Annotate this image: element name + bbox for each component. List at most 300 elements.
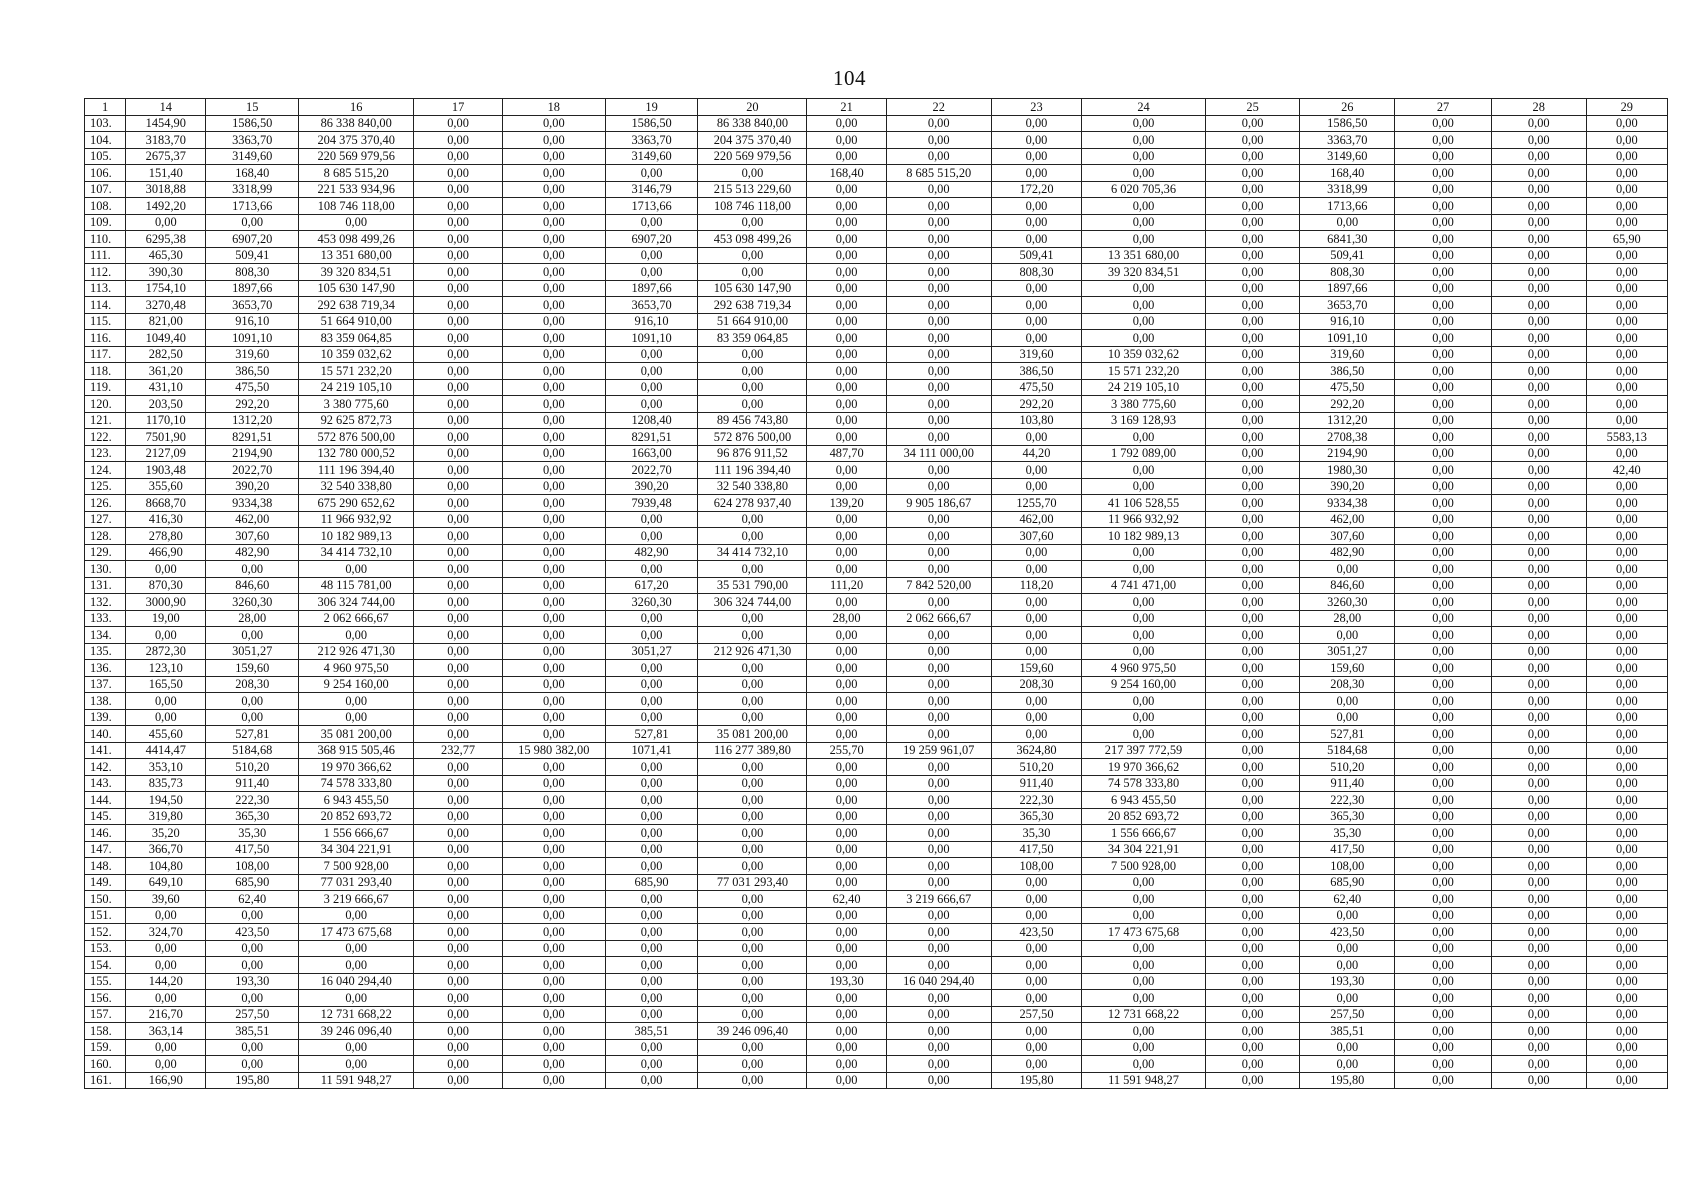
table-cell: 208,30	[991, 676, 1082, 693]
table-cell: 0,00	[1491, 478, 1586, 495]
table-row	[85, 627, 1668, 644]
table-cell: 51 664 910,00	[698, 313, 807, 330]
table-cell: 0,00	[1205, 1072, 1300, 1089]
table-cell: 0,00	[502, 759, 605, 776]
table-row	[85, 792, 1668, 809]
row-number-cell: 126.	[85, 495, 126, 512]
table-cell: 0,00	[1395, 643, 1492, 660]
table-cell: 0,00	[1205, 280, 1300, 297]
table-cell: 0,00	[1491, 825, 1586, 842]
table-cell: 0,00	[1082, 627, 1206, 644]
table-cell: 74 578 333,80	[299, 775, 414, 792]
table-cell: 0,00	[502, 940, 605, 957]
table-cell: 208,30	[206, 676, 299, 693]
table-cell: 3318,99	[1300, 181, 1395, 198]
table-cell: 9 905 186,67	[886, 495, 991, 512]
table-cell: 0,00	[1586, 165, 1667, 182]
table-cell: 0,00	[605, 808, 698, 825]
table-cell: 0,00	[414, 1006, 503, 1023]
table-cell: 35,30	[1300, 825, 1395, 842]
table-row	[85, 676, 1668, 693]
table-cell: 0,00	[807, 841, 886, 858]
table-cell: 0,00	[605, 627, 698, 644]
table-body	[85, 115, 1668, 1089]
table-cell: 0,00	[1082, 693, 1206, 710]
table-cell: 0,00	[605, 660, 698, 677]
table-cell: 0,00	[1586, 544, 1667, 561]
table-cell: 0,00	[1082, 231, 1206, 248]
table-cell: 306 324 744,00	[299, 594, 414, 611]
table-cell: 118,20	[991, 577, 1082, 594]
table-cell: 0,00	[1586, 445, 1667, 462]
table-cell: 1071,41	[605, 742, 698, 759]
table-cell: 0,00	[1395, 660, 1492, 677]
table-cell: 62,40	[807, 891, 886, 908]
table-cell: 385,51	[1300, 1023, 1395, 1040]
table-cell: 0,00	[502, 330, 605, 347]
table-cell: 0,00	[1082, 330, 1206, 347]
table-cell: 0,00	[1586, 940, 1667, 957]
table-cell: 462,00	[206, 511, 299, 528]
table-cell: 527,81	[206, 726, 299, 743]
table-cell: 3146,79	[605, 181, 698, 198]
table-cell: 0,00	[1205, 297, 1300, 314]
page-number: 104	[833, 66, 866, 90]
table-cell: 0,00	[299, 957, 414, 974]
table-cell: 212 926 471,30	[698, 643, 807, 660]
table-row	[85, 297, 1668, 314]
table-cell: 0,00	[1491, 643, 1586, 660]
table-cell: 0,00	[605, 759, 698, 776]
table-cell: 222,30	[991, 792, 1082, 809]
table-cell: 368 915 505,46	[299, 742, 414, 759]
table-cell: 0,00	[1395, 231, 1492, 248]
table-cell: 1 792 089,00	[1082, 445, 1206, 462]
table-cell: 0,00	[1300, 214, 1395, 231]
table-cell: 390,30	[126, 264, 206, 281]
table-cell: 0,00	[807, 907, 886, 924]
table-cell: 0,00	[1395, 330, 1492, 347]
table-cell: 0,00	[1395, 132, 1492, 149]
table-cell: 0,00	[1395, 759, 1492, 776]
table-cell: 3051,27	[605, 643, 698, 660]
table-cell: 0,00	[1586, 643, 1667, 660]
table-cell: 0,00	[886, 544, 991, 561]
table-cell: 168,40	[807, 165, 886, 182]
table-cell: 215 513 229,60	[698, 181, 807, 198]
table-cell: 0,00	[1586, 379, 1667, 396]
table-cell: 0,00	[886, 627, 991, 644]
table-cell: 0,00	[698, 759, 807, 776]
table-row	[85, 313, 1668, 330]
table-cell: 0,00	[414, 775, 503, 792]
row-number-cell: 113.	[85, 280, 126, 297]
table-cell: 10 359 032,62	[299, 346, 414, 363]
table-cell: 0,00	[807, 759, 886, 776]
table-row	[85, 379, 1668, 396]
table-cell: 0,00	[991, 973, 1082, 990]
table-cell: 0,00	[1491, 181, 1586, 198]
table-cell: 0,00	[1205, 1006, 1300, 1023]
table-cell: 0,00	[1586, 907, 1667, 924]
table-row	[85, 330, 1668, 347]
column-header: 23	[991, 99, 1082, 116]
table-cell: 0,00	[886, 297, 991, 314]
table-cell: 0,00	[126, 1056, 206, 1073]
table-cell: 0,00	[502, 528, 605, 545]
table-cell: 0,00	[807, 544, 886, 561]
table-cell: 0,00	[414, 676, 503, 693]
table-cell: 105 630 147,90	[299, 280, 414, 297]
table-cell: 195,80	[1300, 1072, 1395, 1089]
table-cell: 0,00	[1586, 280, 1667, 297]
table-cell: 319,60	[1300, 346, 1395, 363]
table-cell: 3260,30	[206, 594, 299, 611]
column-header: 22	[886, 99, 991, 116]
table-cell: 0,00	[605, 363, 698, 380]
table-cell: 0,00	[991, 429, 1082, 446]
table-row	[85, 247, 1668, 264]
table-cell: 0,00	[414, 346, 503, 363]
table-cell: 0,00	[886, 115, 991, 132]
table-cell: 0,00	[886, 346, 991, 363]
table-cell: 0,00	[414, 693, 503, 710]
table-cell: 0,00	[1586, 1023, 1667, 1040]
row-number-cell: 149.	[85, 874, 126, 891]
table-cell: 0,00	[886, 264, 991, 281]
table-cell: 0,00	[807, 627, 886, 644]
table-cell: 0,00	[502, 148, 605, 165]
table-row	[85, 759, 1668, 776]
table-cell: 0,00	[886, 841, 991, 858]
table-cell: 1312,20	[206, 412, 299, 429]
table-cell: 255,70	[807, 742, 886, 759]
table-cell: 193,30	[807, 973, 886, 990]
table-cell: 15 571 232,20	[299, 363, 414, 380]
table-cell: 0,00	[1395, 198, 1492, 215]
table-cell: 0,00	[886, 528, 991, 545]
table-cell: 111,20	[807, 577, 886, 594]
column-header: 19	[605, 99, 698, 116]
table-cell: 0,00	[1082, 544, 1206, 561]
row-number-cell: 160.	[85, 1056, 126, 1073]
table-cell: 0,00	[1586, 808, 1667, 825]
table-cell: 8 685 515,20	[886, 165, 991, 182]
table-cell: 0,00	[886, 940, 991, 957]
table-cell: 0,00	[886, 957, 991, 974]
column-header: 24	[1082, 99, 1206, 116]
table-cell: 0,00	[1586, 759, 1667, 776]
table-cell: 0,00	[1205, 181, 1300, 198]
table-cell: 366,70	[126, 841, 206, 858]
table-cell: 0,00	[605, 693, 698, 710]
table-cell: 0,00	[126, 990, 206, 1007]
table-cell: 0,00	[414, 264, 503, 281]
table-cell: 166,90	[126, 1072, 206, 1089]
column-header: 17	[414, 99, 503, 116]
table-cell: 0,00	[1300, 693, 1395, 710]
table-cell: 0,00	[502, 363, 605, 380]
table-cell: 0,00	[991, 874, 1082, 891]
table-cell: 0,00	[414, 940, 503, 957]
table-cell: 0,00	[807, 1006, 886, 1023]
table-cell: 65,90	[1586, 231, 1667, 248]
table-cell: 0,00	[1205, 858, 1300, 875]
table-cell: 6841,30	[1300, 231, 1395, 248]
table-cell: 0,00	[1395, 280, 1492, 297]
table-cell: 0,00	[1586, 1039, 1667, 1056]
row-number-cell: 103.	[85, 115, 126, 132]
table-cell: 0,00	[502, 379, 605, 396]
table-cell: 0,00	[1205, 627, 1300, 644]
table-cell: 324,70	[126, 924, 206, 941]
table-cell: 3653,70	[605, 297, 698, 314]
table-cell: 0,00	[1395, 1056, 1492, 1073]
table-cell: 0,00	[414, 148, 503, 165]
row-number-cell: 147.	[85, 841, 126, 858]
table-cell: 39 246 096,40	[299, 1023, 414, 1040]
table-cell: 0,00	[414, 841, 503, 858]
table-cell: 510,20	[206, 759, 299, 776]
table-cell: 0,00	[1586, 660, 1667, 677]
table-cell: 0,00	[1586, 330, 1667, 347]
table-cell: 0,00	[991, 643, 1082, 660]
table-cell: 204 375 370,40	[299, 132, 414, 149]
row-number-cell: 143.	[85, 775, 126, 792]
table-cell: 0,00	[1082, 610, 1206, 627]
table-cell: 0,00	[698, 973, 807, 990]
table-cell: 0,00	[1082, 561, 1206, 578]
table-cell: 13 351 680,00	[1082, 247, 1206, 264]
table-cell: 0,00	[886, 726, 991, 743]
table-cell: 0,00	[807, 247, 886, 264]
table-cell: 1586,50	[1300, 115, 1395, 132]
row-number-cell: 122.	[85, 429, 126, 446]
table-cell: 1980,30	[1300, 462, 1395, 479]
table-cell: 0,00	[1491, 693, 1586, 710]
table-cell: 835,73	[126, 775, 206, 792]
table-cell: 0,00	[991, 891, 1082, 908]
table-cell: 0,00	[1082, 643, 1206, 660]
table-cell: 0,00	[1491, 247, 1586, 264]
table-cell: 0,00	[1586, 594, 1667, 611]
table-cell: 0,00	[1491, 363, 1586, 380]
table-cell: 0,00	[1082, 1056, 1206, 1073]
table-cell: 0,00	[1586, 676, 1667, 693]
table-cell: 3653,70	[206, 297, 299, 314]
table-cell: 0,00	[698, 165, 807, 182]
table-cell: 0,00	[414, 247, 503, 264]
row-number-cell: 159.	[85, 1039, 126, 1056]
table-row	[85, 1023, 1668, 1040]
table-cell: 0,00	[1205, 214, 1300, 231]
table-cell: 3363,70	[605, 132, 698, 149]
table-cell: 204 375 370,40	[698, 132, 807, 149]
column-header: 27	[1395, 99, 1492, 116]
table-cell: 0,00	[886, 808, 991, 825]
table-cell: 0,00	[1586, 742, 1667, 759]
table-row	[85, 544, 1668, 561]
table-cell: 0,00	[1395, 115, 1492, 132]
table-row	[85, 1056, 1668, 1073]
table-cell: 0,00	[1300, 1056, 1395, 1073]
table-cell: 0,00	[1586, 957, 1667, 974]
table-cell: 24 219 105,10	[299, 379, 414, 396]
table-cell: 475,50	[991, 379, 1082, 396]
table-cell: 0,00	[605, 264, 698, 281]
table-cell: 17 473 675,68	[299, 924, 414, 941]
table-cell: 89 456 743,80	[698, 412, 807, 429]
table-cell: 0,00	[502, 1023, 605, 1040]
row-number-cell: 132.	[85, 594, 126, 611]
table-cell: 0,00	[1586, 709, 1667, 726]
row-number-cell: 148.	[85, 858, 126, 875]
row-number-cell: 114.	[85, 297, 126, 314]
table-cell: 0,00	[1395, 808, 1492, 825]
table-row	[85, 693, 1668, 710]
row-number-cell: 111.	[85, 247, 126, 264]
table-cell: 0,00	[605, 775, 698, 792]
table-cell: 0,00	[807, 874, 886, 891]
table-cell: 0,00	[1586, 198, 1667, 215]
table-row	[85, 808, 1668, 825]
table-cell: 0,00	[886, 693, 991, 710]
table-cell: 19 970 366,62	[1082, 759, 1206, 776]
table-cell: 34 304 221,91	[1082, 841, 1206, 858]
table-cell: 2194,90	[206, 445, 299, 462]
table-cell: 0,00	[299, 627, 414, 644]
table-cell: 0,00	[698, 346, 807, 363]
table-cell: 1049,40	[126, 330, 206, 347]
table-row	[85, 561, 1668, 578]
table-cell: 0,00	[886, 412, 991, 429]
table-cell: 0,00	[1586, 577, 1667, 594]
table-cell: 0,00	[807, 676, 886, 693]
table-cell: 24 219 105,10	[1082, 379, 1206, 396]
table-cell: 0,00	[1082, 478, 1206, 495]
table-row	[85, 924, 1668, 941]
table-cell: 0,00	[502, 198, 605, 215]
table-cell: 28,00	[807, 610, 886, 627]
table-cell: 16 040 294,40	[886, 973, 991, 990]
table-cell: 0,00	[1491, 396, 1586, 413]
table-cell: 685,90	[605, 874, 698, 891]
table-cell: 108 746 118,00	[698, 198, 807, 215]
data-table	[84, 98, 1668, 1089]
table-cell: 0,00	[1395, 148, 1492, 165]
table-cell: 3000,90	[126, 594, 206, 611]
table-cell: 0,00	[807, 693, 886, 710]
table-cell: 0,00	[886, 148, 991, 165]
table-cell: 0,00	[1205, 940, 1300, 957]
table-cell: 0,00	[1082, 198, 1206, 215]
table-cell: 4414,47	[126, 742, 206, 759]
table-cell: 0,00	[807, 726, 886, 743]
table-cell: 0,00	[886, 907, 991, 924]
table-cell: 0,00	[886, 775, 991, 792]
table-cell: 15 980 382,00	[502, 742, 605, 759]
table-cell: 0,00	[991, 957, 1082, 974]
table-cell: 1897,66	[1300, 280, 1395, 297]
table-cell: 365,30	[1300, 808, 1395, 825]
table-cell: 3149,60	[1300, 148, 1395, 165]
table-cell: 0,00	[698, 709, 807, 726]
table-cell: 0,00	[991, 148, 1082, 165]
table-cell: 35 531 790,00	[698, 577, 807, 594]
table-cell: 17 473 675,68	[1082, 924, 1206, 941]
table-cell: 0,00	[1395, 973, 1492, 990]
table-cell: 0,00	[1300, 940, 1395, 957]
table-cell: 0,00	[502, 280, 605, 297]
column-header: 29	[1586, 99, 1667, 116]
table-cell: 3260,30	[1300, 594, 1395, 611]
table-cell: 8291,51	[206, 429, 299, 446]
row-number-cell: 153.	[85, 940, 126, 957]
table-cell: 0,00	[1586, 115, 1667, 132]
table-cell: 386,50	[206, 363, 299, 380]
column-header: 25	[1205, 99, 1300, 116]
table-cell: 0,00	[605, 511, 698, 528]
table-cell: 0,00	[1586, 412, 1667, 429]
table-cell: 0,00	[1491, 1023, 1586, 1040]
table-cell: 0,00	[414, 759, 503, 776]
table-cell: 0,00	[886, 759, 991, 776]
table-cell: 9 254 160,00	[1082, 676, 1206, 693]
table-cell: 0,00	[414, 330, 503, 347]
table-cell: 527,81	[1300, 726, 1395, 743]
table-cell: 0,00	[807, 478, 886, 495]
table-cell: 0,00	[414, 792, 503, 809]
table-cell: 0,00	[605, 891, 698, 908]
table-cell: 0,00	[1205, 841, 1300, 858]
table-cell: 0,00	[1491, 973, 1586, 990]
column-header: 20	[698, 99, 807, 116]
table-cell: 0,00	[1205, 148, 1300, 165]
table-cell: 0,00	[1205, 759, 1300, 776]
table-cell: 0,00	[502, 297, 605, 314]
table-cell: 8668,70	[126, 495, 206, 512]
table-row	[85, 990, 1668, 1007]
table-cell: 0,00	[1395, 924, 1492, 941]
table-cell: 846,60	[1300, 577, 1395, 594]
row-number-cell: 124.	[85, 462, 126, 479]
table-cell: 0,00	[1395, 561, 1492, 578]
table-cell: 0,00	[807, 775, 886, 792]
table-cell: 0,00	[886, 231, 991, 248]
table-row	[85, 594, 1668, 611]
table-cell: 6 943 455,50	[1082, 792, 1206, 809]
table-cell: 0,00	[807, 940, 886, 957]
table-cell: 0,00	[1205, 792, 1300, 809]
table-cell: 0,00	[886, 561, 991, 578]
table-cell: 0,00	[991, 940, 1082, 957]
table-cell: 6907,20	[605, 231, 698, 248]
table-row	[85, 445, 1668, 462]
table-cell: 0,00	[299, 709, 414, 726]
table-cell: 0,00	[991, 544, 1082, 561]
row-number-cell: 135.	[85, 643, 126, 660]
table-cell: 35,30	[206, 825, 299, 842]
table-cell: 0,00	[1395, 957, 1492, 974]
table-cell: 0,00	[1491, 940, 1586, 957]
table-cell: 0,00	[1300, 627, 1395, 644]
table-cell: 86 338 840,00	[698, 115, 807, 132]
table-cell: 0,00	[886, 478, 991, 495]
table-cell: 0,00	[807, 412, 886, 429]
table-cell: 0,00	[698, 1006, 807, 1023]
table-cell: 0,00	[1082, 214, 1206, 231]
table-cell: 44,20	[991, 445, 1082, 462]
